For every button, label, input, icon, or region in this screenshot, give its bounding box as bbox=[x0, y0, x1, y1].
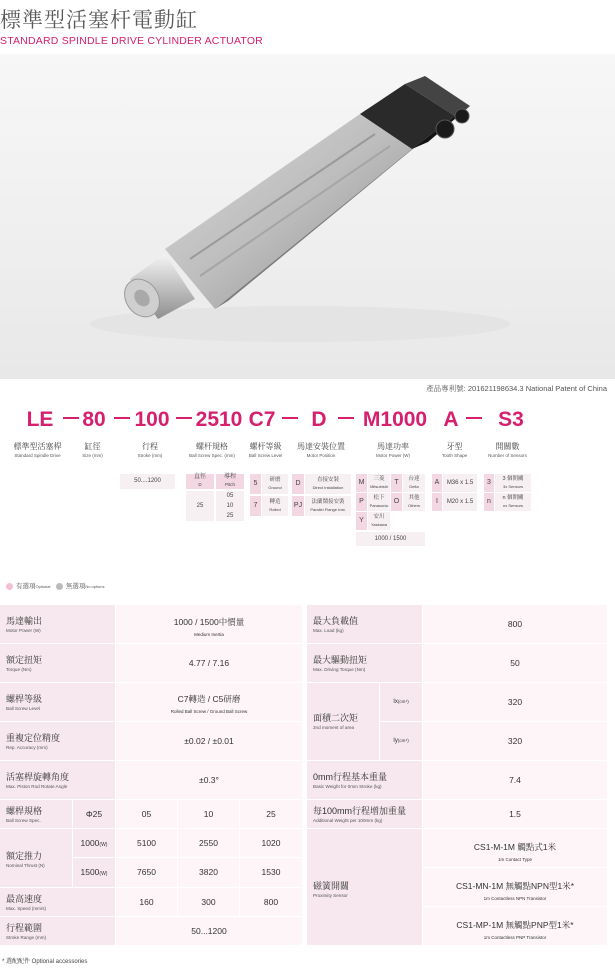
thrust-power: 1500(W) bbox=[73, 858, 115, 887]
code-dash bbox=[338, 417, 354, 419]
code-label: 開關數 Number of Sensors bbox=[488, 442, 527, 458]
spec-label: 螺桿規格 Ball Screw Spec. bbox=[0, 800, 72, 828]
level-option: 研磨 Ground bbox=[262, 474, 288, 494]
code-segment: S3 bbox=[498, 408, 524, 431]
level-key: 5 bbox=[250, 474, 261, 494]
thrust-power: 1000(W) bbox=[73, 829, 115, 857]
code-segment: 100 bbox=[134, 408, 170, 431]
spec-label: 磁簧開關 Proximity Sensor bbox=[307, 829, 422, 945]
spec-label: 最高速度 Max. Speed (mm/s) bbox=[0, 888, 115, 916]
code-segment: 2510 bbox=[195, 408, 243, 431]
position-key: PJ bbox=[292, 496, 304, 516]
spec-label: 面積二次矩 2nd moment of area bbox=[307, 683, 379, 760]
moment-iy: Iy(cm⁴) bbox=[380, 722, 422, 760]
ordering-code bbox=[0, 408, 615, 438]
spec-value: C7轉造 / C5研磨 Rolled Ball Screw / Ground Ball Screw bbox=[116, 683, 302, 721]
product-image bbox=[0, 54, 615, 379]
spec-label: 最大負載值 Max. Load (kg) bbox=[307, 605, 422, 643]
legend: 有選項Optional 無選項No options bbox=[6, 581, 104, 590]
thrust-cell: 2550 bbox=[178, 829, 239, 857]
sensor-item: CS1-MP-1M 無觸點PNP型1米* 1m Contactless PNP Transistor bbox=[423, 907, 607, 945]
actuator-illustration bbox=[0, 54, 615, 379]
code-label: 標準型活塞桿 Standard Spindle Drive bbox=[13, 442, 62, 458]
position-option: 直接安裝 Direct Installation bbox=[305, 474, 351, 494]
code-label: 行程 Stroke (mm) bbox=[137, 442, 163, 458]
page-title: 標準型活塞杆電動缸 bbox=[0, 9, 198, 32]
stroke-range: 50....1200 bbox=[120, 474, 175, 489]
screw-pitches: 05 10 25 bbox=[216, 491, 244, 521]
spec-label: 額定推力 Nominal Thrust (N) bbox=[0, 829, 72, 887]
sensor-key: n bbox=[484, 493, 494, 511]
spec-value: 1000 / 1500中慣量 Medium Inertia bbox=[116, 605, 302, 643]
spec-label: 最大驅動扭矩 Max. Driving Torque (Nm) bbox=[307, 644, 422, 682]
motor-key: T bbox=[391, 474, 402, 492]
tooth-option: M20 x 1.5 bbox=[443, 493, 477, 511]
motor-option: 松下 Panasonic bbox=[368, 493, 390, 511]
speed-cell: 300 bbox=[178, 888, 239, 916]
speed-cell: 800 bbox=[240, 888, 302, 916]
pitch-cell: 05 bbox=[116, 800, 177, 828]
spec-label: 螺桿等級 Ball Screw Level bbox=[0, 683, 115, 721]
sensor-option: 3 個開關 3x Sensors bbox=[495, 474, 531, 492]
motor-key: Y bbox=[356, 512, 367, 530]
spec-value: 50...1200 bbox=[116, 917, 302, 945]
code-segment: D bbox=[311, 408, 327, 431]
motor-power-range: 1000 / 1500 bbox=[356, 532, 425, 546]
code-label: 馬達安裝位置 Motor Position bbox=[297, 442, 345, 458]
code-segment: LE bbox=[26, 408, 54, 431]
motor-option: 台達 Delta bbox=[403, 474, 425, 492]
code-segment: A bbox=[443, 408, 459, 431]
spec-value: 320 bbox=[423, 683, 607, 721]
sensor-item: CS1-M-1M 觸點式1米 1m Contact Type bbox=[423, 829, 607, 867]
code-label: 牙型 Tooth Shape bbox=[441, 442, 468, 458]
thrust-cell: 3820 bbox=[178, 858, 239, 887]
motor-key: P bbox=[356, 493, 367, 511]
sensor-key: 3 bbox=[484, 474, 494, 492]
spec-value: 4.77 / 7.16 bbox=[116, 644, 302, 682]
screw-dia: 25 bbox=[186, 491, 214, 521]
footnote: * 選配配件 Optional accessories bbox=[2, 959, 88, 965]
moment-ix: Ix(cm⁴) bbox=[380, 683, 422, 721]
screw-pitch-header: 導程 Pitch bbox=[216, 474, 244, 489]
code-dash bbox=[282, 417, 298, 419]
code-dash bbox=[466, 417, 482, 419]
page-subtitle: STANDARD SPINDLE DRIVE CYLINDER ACTUATOR bbox=[0, 35, 263, 47]
code-label: 馬達功率 Motor Power (W) bbox=[375, 442, 410, 458]
spec-value: ±0.3° bbox=[116, 761, 302, 799]
pitch-cell: 10 bbox=[178, 800, 239, 828]
spec-label: 0mm行程基本重量 Basic Weight for 0mm Stroke (kg) bbox=[307, 761, 422, 799]
level-option: 轉造 Rolled bbox=[262, 496, 288, 516]
spec-label: 每100mm行程增加重量 Additional Weight per 100mm (kg) bbox=[307, 800, 422, 828]
thrust-cell: 1020 bbox=[240, 829, 302, 857]
code-segment: M1000 bbox=[362, 408, 428, 431]
pitch-cell: 25 bbox=[240, 800, 302, 828]
spec-label: 馬達輸出 Motor Power (W) bbox=[0, 605, 115, 643]
motor-key: O bbox=[391, 493, 402, 511]
sensor-option: n 個開關 nx Sensors bbox=[495, 493, 531, 511]
code-dash bbox=[176, 417, 192, 419]
screw-dia-cell: Φ25 bbox=[73, 800, 115, 828]
spec-label: 活塞桿旋轉角度 Max. Piston Rod Rotate Angle bbox=[0, 761, 115, 799]
spec-value: 50 bbox=[423, 644, 607, 682]
code-dash bbox=[63, 417, 79, 419]
speed-cell: 160 bbox=[116, 888, 177, 916]
tooth-option: M36 x 1.5 bbox=[443, 474, 477, 492]
tooth-key: A bbox=[432, 474, 442, 492]
spec-label: 行程範圍 Stroke Range (mm) bbox=[0, 917, 115, 945]
spec-label: 重複定位精度 Rep. Accuracy (mm) bbox=[0, 722, 115, 760]
motor-key: M bbox=[356, 474, 367, 492]
position-key: D bbox=[292, 474, 304, 494]
spec-value: 7.4 bbox=[423, 761, 607, 799]
thrust-cell: 1530 bbox=[240, 858, 302, 887]
code-segment: C7 bbox=[248, 408, 276, 431]
code-segment: 80 bbox=[82, 408, 106, 431]
thrust-cell: 5100 bbox=[116, 829, 177, 857]
patent-number: 產品專利號: 201621198634.3 National Patent of China bbox=[426, 384, 607, 393]
motor-option: 其他 Others bbox=[403, 493, 425, 511]
tooth-key: I bbox=[432, 493, 442, 511]
spec-value: 800 bbox=[423, 605, 607, 643]
screw-dia-header: 直徑 D bbox=[186, 474, 214, 489]
spec-label: 額定扭矩 Torque (Nm) bbox=[0, 644, 115, 682]
thrust-cell: 7650 bbox=[116, 858, 177, 887]
code-label: 缸徑 Size (mm) bbox=[82, 442, 103, 458]
level-key: 7 bbox=[250, 496, 261, 516]
position-option: 法蘭鬧接安裝 Parallel Flange Inst. bbox=[305, 496, 351, 516]
optional-dot-icon bbox=[6, 583, 13, 590]
spec-value: 1.5 bbox=[423, 800, 607, 828]
sensor-item: CS1-MN-1M 無觸點NPN型1米* 1m Contactless NPN Transistor bbox=[423, 868, 607, 906]
code-label: 螺杆規格 Ball Screw Spec. (mm) bbox=[189, 442, 235, 458]
code-dash bbox=[114, 417, 130, 419]
spec-value: ±0.02 / ±0.01 bbox=[116, 722, 302, 760]
motor-option: 三菱 Mitsubishi bbox=[368, 474, 390, 492]
none-dot-icon bbox=[56, 583, 63, 590]
motor-option: 安川 Yaskawa bbox=[368, 512, 390, 530]
spec-value: 320 bbox=[423, 722, 607, 760]
code-label: 螺杆等級 Ball Screw Level bbox=[248, 442, 283, 458]
